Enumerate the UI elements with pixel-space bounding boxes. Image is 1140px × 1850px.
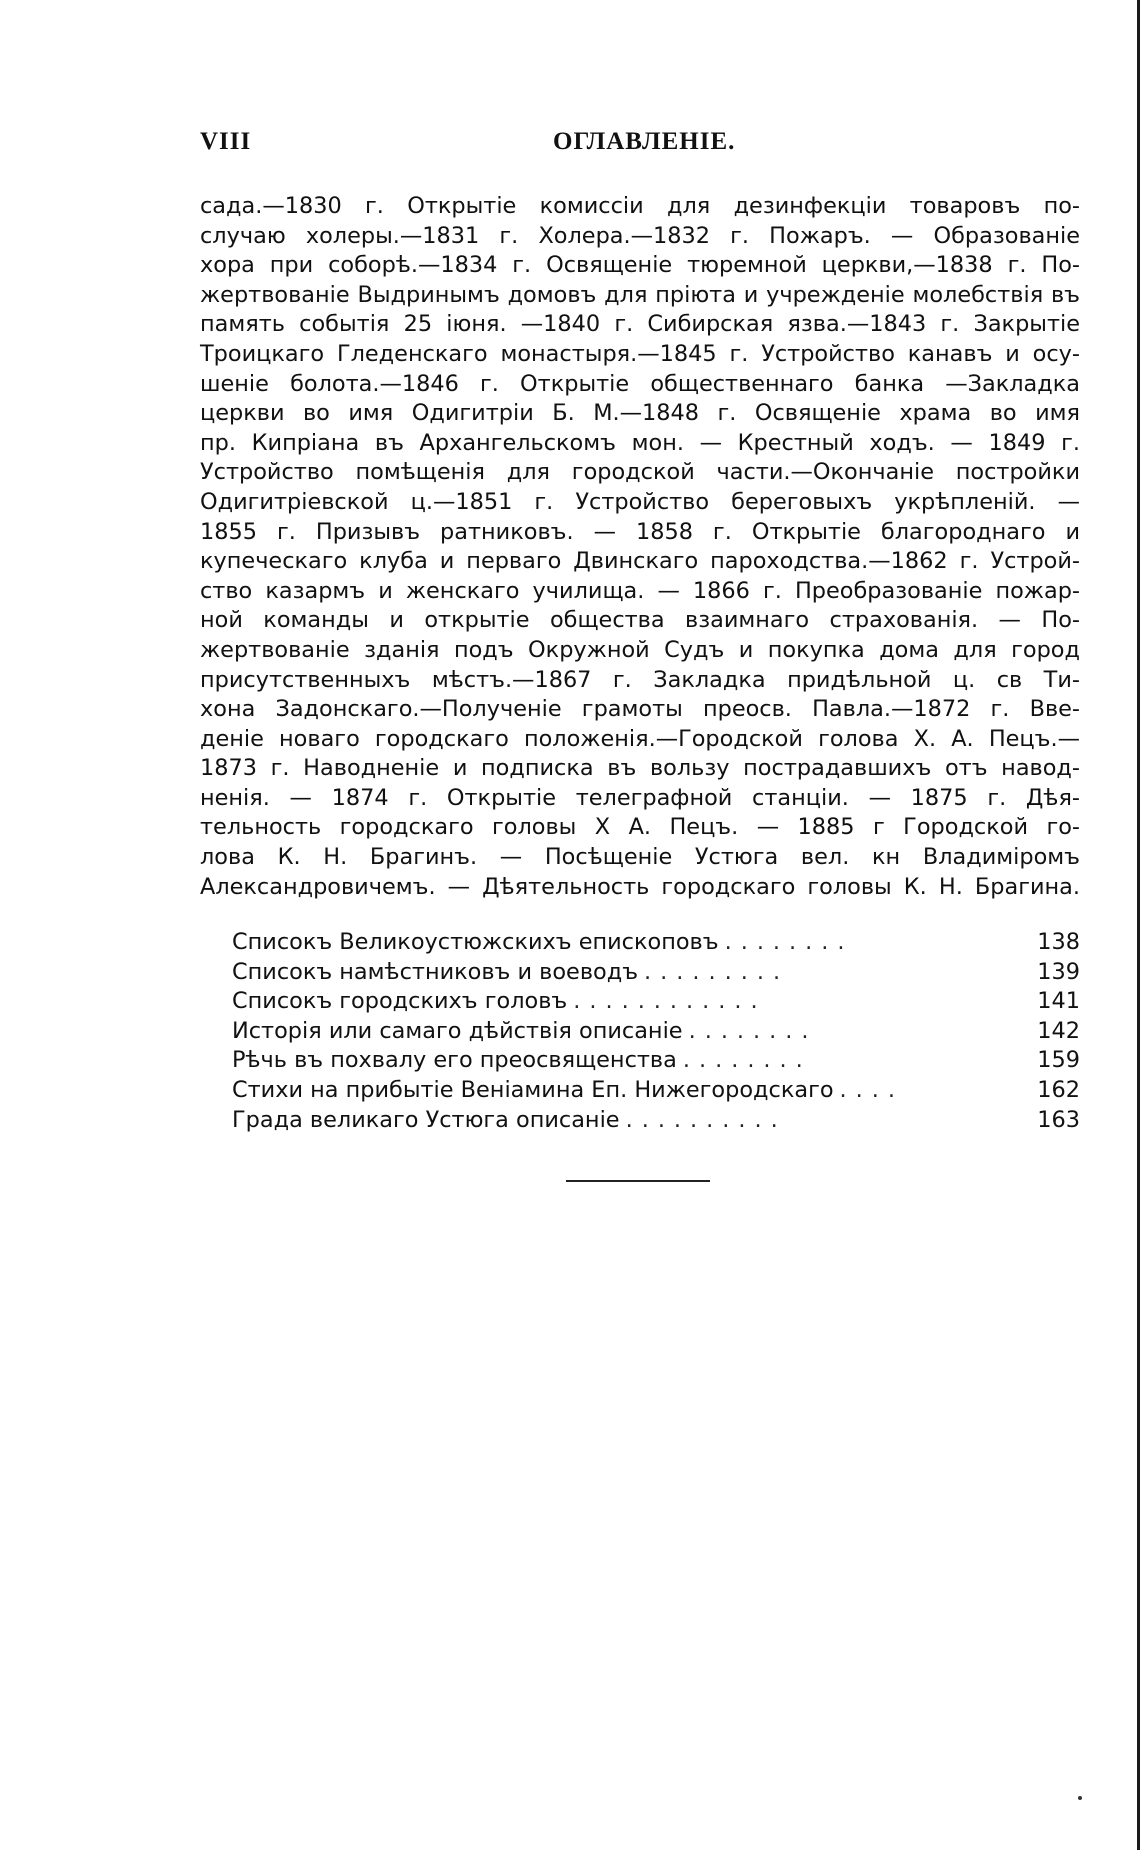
- toc-page-number: 139: [1037, 958, 1080, 985]
- body-line: жертвованіе зданія подъ Окружной Судъ и покупка дома для город: [200, 636, 1080, 663]
- body-line: сада.—1830 г. Открытіе комиссіи для дезинфекціи товаровъ по-: [200, 193, 1080, 219]
- toc-entry: [232, 958, 1080, 988]
- toc-list: [232, 928, 1080, 1135]
- body-line: шеніе болота.—1846 г. Открытіе общественнаго банка —Закладка: [200, 370, 1080, 397]
- toc-entry: [232, 1106, 1080, 1136]
- toc-dot-leader: ........: [688, 1017, 818, 1044]
- toc-page-number: 138: [1037, 929, 1080, 955]
- body-paragraph: [200, 192, 1080, 902]
- body-line: Александровичемъ. — Дѣятельность городскаго головы К. Н. Брагина.: [200, 873, 1080, 900]
- toc-dot-leader: .........: [644, 958, 790, 985]
- body-line: хона Задонскаго.—Полученіе грамоты преосв. Павла.—1872 г. Вве-: [200, 696, 1080, 723]
- toc-entry: [232, 987, 1080, 1017]
- body-line: присутственныхъ мѣстъ.—1867 г. Закладка придѣльной ц. св Ти-: [200, 666, 1080, 693]
- body-line: хора при соборѣ.—1834 г. Освященіе тюремной церкви,—1838 г. По-: [200, 252, 1080, 279]
- page-header: [200, 128, 1080, 168]
- scan-speck: [1078, 1796, 1082, 1800]
- section-divider: [566, 1180, 710, 1182]
- toc-entry-title: Списокъ городскихъ головъ: [232, 988, 568, 1015]
- body-line: память событія 25 іюня. —1840 г. Сибирская язва.—1843 г. Закрытіе: [200, 311, 1080, 338]
- toc-entry: [232, 1046, 1080, 1076]
- toc-dot-leader: ..........: [625, 1106, 787, 1133]
- toc-entry-title: Града великаго Устюга описаніе: [232, 1106, 620, 1133]
- body-line: ной команды и открытіе общества взаимнаго страхованія. — По-: [200, 607, 1080, 634]
- body-line: Троицкаго Гледенскаго монастыря.—1845 г. Устройство канавъ и осу-: [200, 340, 1080, 367]
- body-line: лова К. Н. Брагинъ. — Посѣщеніе Устюга вел. кн Владиміромъ: [200, 844, 1080, 871]
- toc-page-number: 141: [1037, 988, 1080, 1015]
- body-line: жертвованіе Выдринымъ домовъ для пріюта и учрежденіе молебствія въ: [200, 281, 1080, 308]
- toc-dot-leader: ....: [839, 1076, 905, 1103]
- body-line: Устройство помѣщенія для городской части.—Окончаніе постройки: [200, 459, 1080, 486]
- body-line: ненія. — 1874 г. Открытіе телеграфной станціи. — 1875 г. Дѣя-: [200, 784, 1080, 811]
- page-number: VIII: [200, 128, 252, 155]
- toc-page-number: 159: [1037, 1047, 1080, 1074]
- toc-dot-leader: ........: [724, 929, 854, 955]
- toc-page-number: 142: [1037, 1017, 1080, 1044]
- toc-entry-title: Рѣчь въ похвалу его преосвященства: [232, 1047, 677, 1074]
- toc-entry: [232, 1017, 1080, 1047]
- running-title: ОГЛАВЛЕНІЕ.: [553, 128, 736, 155]
- body-line: случаю холеры.—1831 г. Холера.—1832 г. Пожаръ. — Образованіе: [200, 222, 1080, 249]
- toc-dot-leader: ........: [682, 1047, 812, 1074]
- body-line: тельность городскаго головы Х А. Пецъ. — 1885 г Городской го-: [200, 814, 1080, 841]
- body-line: 1873 г. Наводненіе и подписка въ вользу пострадавшихъ отъ навод-: [200, 755, 1080, 782]
- body-line: церкви во имя Одигитріи Б. М.—1848 г. Освященіе храма во имя: [200, 400, 1080, 427]
- toc-entry-title: Списокъ намѣстниковъ и воеводъ: [232, 958, 639, 985]
- toc-dot-leader: ............: [573, 988, 767, 1015]
- body-line: ство казармъ и женскаго училища. — 1866 г. Преобразованіе пожар-: [200, 577, 1080, 604]
- body-line: 1855 г. Призывъ ратниковъ. — 1858 г. Открытіе благороднаго и: [200, 518, 1080, 545]
- body-line: деніе новаго городскаго положенія.—Городской голова Х. А. Пецъ.—: [200, 725, 1080, 752]
- body-line: купеческаго клуба и перваго Двинскаго пароходства.—1862 г. Устрой-: [200, 548, 1080, 575]
- toc-entry-title: Списокъ Великоустюжскихъ епископовъ: [232, 929, 719, 955]
- toc-page-number: 163: [1037, 1106, 1080, 1133]
- body-line: пр. Кипріана въ Архангельскомъ мон. — Крестный ходъ. — 1849 г.: [200, 429, 1080, 456]
- body-line: Одигитріевской ц.—1851 г. Устройство береговыхъ укрѣпленій. —: [200, 488, 1080, 515]
- toc-page-number: 162: [1037, 1076, 1080, 1103]
- toc-entry-title: Стихи на прибытіе Веніамина Еп. Нижегородскаго: [232, 1076, 834, 1103]
- toc-entry: [232, 1076, 1080, 1106]
- toc-entry-title: Исторія или самаго дѣйствія описаніе: [232, 1017, 683, 1044]
- toc-entry: [232, 928, 1080, 958]
